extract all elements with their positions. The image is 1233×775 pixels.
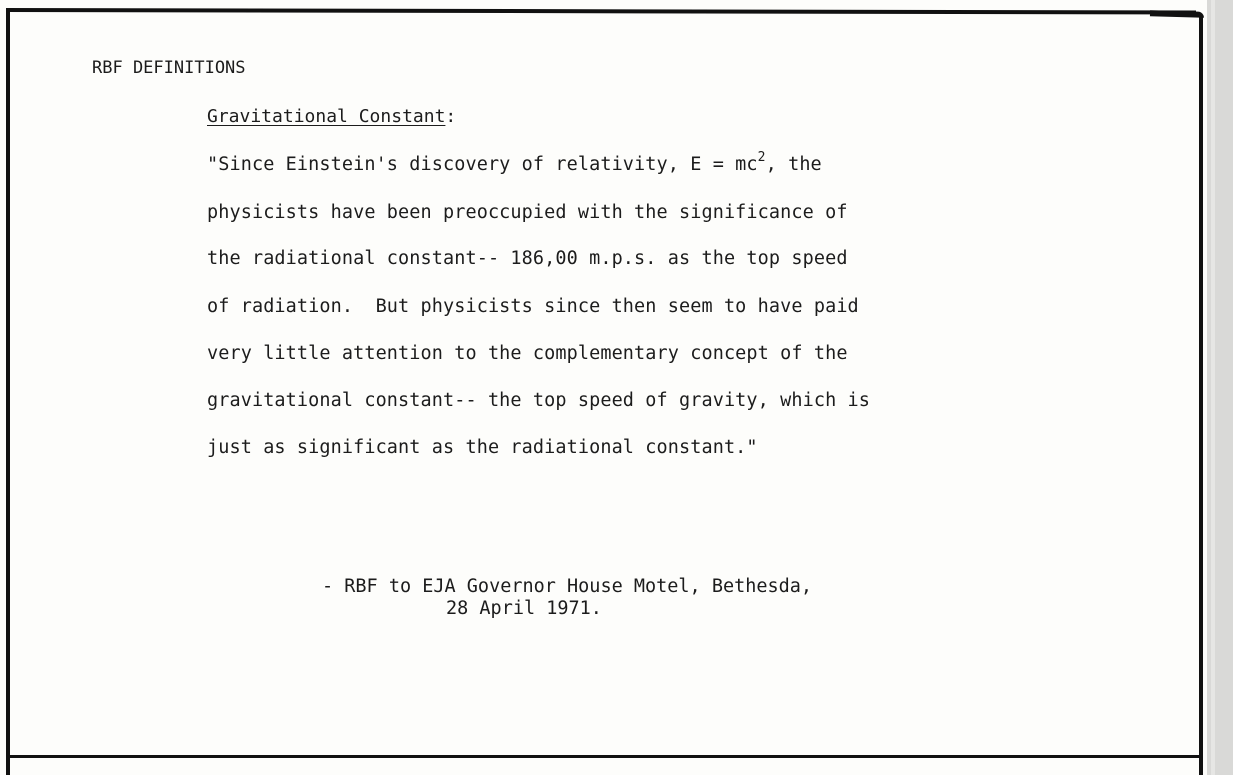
frame-border-top-corner bbox=[1150, 10, 1204, 18]
quote-line-7: just as significant as the radiational constant." bbox=[207, 437, 758, 458]
section-header: RBF DEFINITIONS bbox=[92, 58, 246, 78]
term-label: Gravitational Constant bbox=[207, 106, 446, 127]
quote-line-1-text: "Since Einstein's discovery of relativity, E = mc bbox=[207, 154, 758, 175]
quote-line-1-end: , the bbox=[765, 154, 822, 175]
frame-border-right bbox=[1199, 16, 1203, 775]
quote-line-2: physicists have been preoccupied with the significance of bbox=[207, 202, 848, 223]
attribution-date: 28 April 1971. bbox=[446, 598, 602, 619]
frame-border-top bbox=[6, 8, 1196, 14]
quote-line-4: of radiation. But physicists since then seem to have paid bbox=[207, 296, 859, 317]
term-suffix: : bbox=[445, 106, 457, 127]
quote-line-6: gravitational constant-- the top speed of gravity, which is bbox=[207, 390, 871, 411]
frame-border-left bbox=[6, 9, 10, 775]
quote-line-5: very little attention to the complementary concept of the bbox=[207, 343, 848, 364]
page-edge-highlight bbox=[1211, 0, 1215, 775]
exponent-superscript: 2 bbox=[757, 150, 766, 165]
frame-border-bottom bbox=[6, 755, 1203, 758]
quote-line-3: the radiational constant-- 186,00 m.p.s. as the top speed bbox=[207, 248, 848, 269]
attribution-line-1: - RBF to EJA Governor House Motel, Bethesda, bbox=[322, 576, 813, 597]
term-heading bbox=[207, 106, 456, 127]
quote-line-1 bbox=[207, 150, 822, 175]
